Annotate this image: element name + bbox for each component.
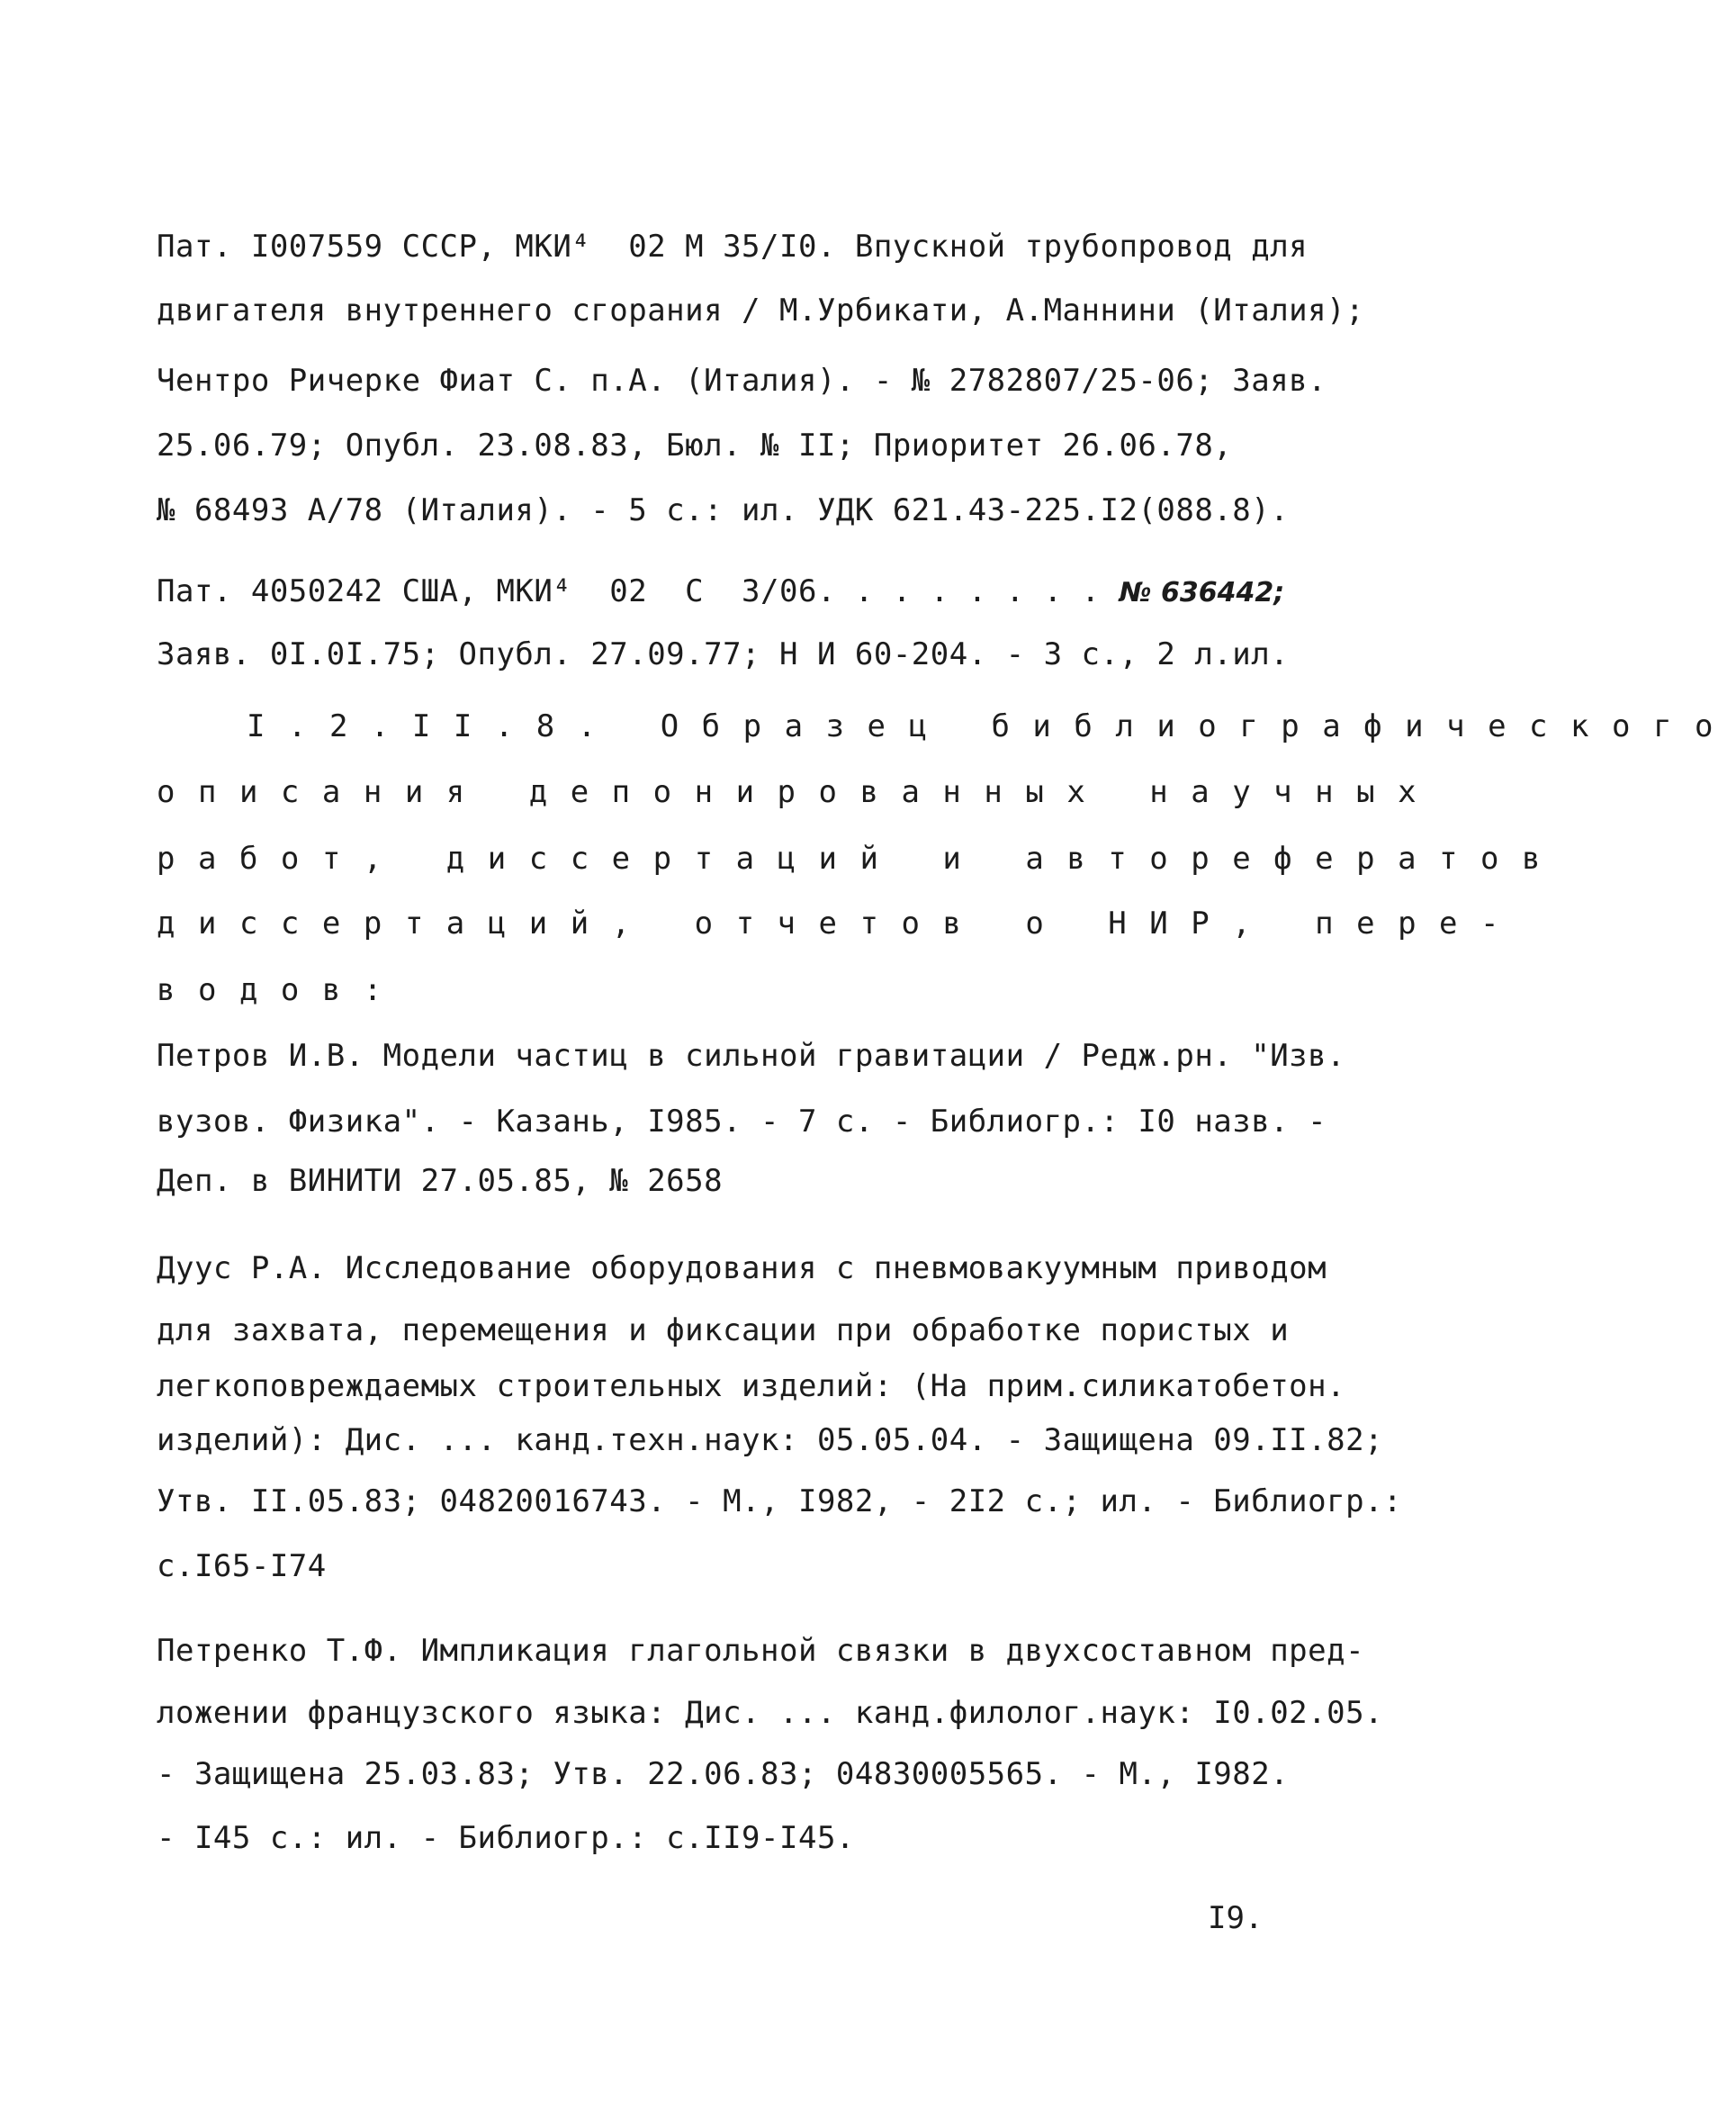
patent-2-text: Пат. 4050242 США, МКИ⁴ 02 С 3/06. . . . . . . . bbox=[157, 573, 1101, 609]
entry-petrov-line-2: вузов. Физика". - Казань, I985. - 7 с. - Библиогр.: I0 назв. - bbox=[157, 1104, 1327, 1140]
entry-petrov-line-3: Деп. в ВИНИТИ 27.05.85, № 2658 bbox=[157, 1163, 724, 1199]
section-heading-line-2: описания депонированных научных bbox=[157, 774, 1440, 810]
patent-2-line-2: Заяв. 0I.0I.75; Опубл. 27.09.77; Н И 60-204. - 3 с., 2 л.ил. bbox=[157, 636, 1290, 672]
handwritten-note: № 636442; bbox=[1119, 577, 1285, 608]
entry-petrenko-line-4: - I45 с.: ил. - Библиогр.: с.II9-I45. bbox=[157, 1820, 855, 1856]
page-number: I9. bbox=[1208, 1900, 1264, 1936]
section-heading-line-3: работ, диссертаций и авторефератов bbox=[157, 841, 1563, 877]
entry-duus-line-5: Утв. II.05.83; 04820016743. - М., I982, - 2I2 с.; ил. - Библиогр.: bbox=[157, 1483, 1403, 1519]
section-heading-line-5: водов: bbox=[157, 972, 405, 1008]
entry-duus-line-3: легкоповреждаемых строительных изделий: (На прим.силикатобетон. bbox=[157, 1368, 1346, 1404]
patent-1-line-5: № 68493 А/78 (Италия). - 5 с.: ил. УДК 621.43-225.I2(088.8). bbox=[157, 492, 1290, 528]
entry-duus-line-6: с.I65-I74 bbox=[157, 1548, 327, 1584]
entry-petrov-line-1: Петров И.В. Модели частиц в сильной гравитации / Редж.рн. "Изв. bbox=[157, 1038, 1346, 1074]
entry-duus-line-2: для захвата, перемещения и фиксации при обработке пористых и bbox=[157, 1312, 1290, 1348]
patent-1-line-1: Пат. I007559 СССР, МКИ⁴ 02 М 35/I0. Впускной трубопровод для bbox=[157, 229, 1309, 265]
entry-petrenko-line-3: - Защищена 25.03.83; Утв. 22.06.83; 04830005565. - М., I982. bbox=[157, 1756, 1290, 1792]
patent-1-line-2: двигателя внутреннего сгорания / М.Урбикати, А.Маннини (Италия); bbox=[157, 293, 1365, 329]
section-heading-line-4: диссертаций, отчетов о НИР, пере- bbox=[157, 906, 1523, 942]
patent-2-line-1 bbox=[157, 573, 1284, 611]
entry-petrenko-line-2: ложении французского языка: Дис. ... канд.филолог.наук: I0.02.05. bbox=[157, 1695, 1384, 1731]
patent-1-line-4: 25.06.79; Опубл. 23.08.83, Бюл. № II; Приоритет 26.06.78, bbox=[157, 428, 1233, 464]
entry-petrenko-line-1: Петренко Т.Ф. Импликация глагольной связки в двухсоставном пред- bbox=[157, 1633, 1365, 1669]
entry-duus-line-1: Дуус Р.А. Исследование оборудования с пневмовакуумным приводом bbox=[157, 1250, 1327, 1286]
entry-duus-line-4: изделий): Дис. ... канд.техн.наук: 05.05.04. - Защищена 09.II.82; bbox=[157, 1422, 1384, 1458]
section-heading-line-1: I.2.II.8. Образец библиографического bbox=[247, 708, 1736, 744]
patent-1-line-3: Чентро Ричерке Фиат С. п.А. (Италия). - № 2782807/25-06; Заяв. bbox=[157, 363, 1327, 399]
